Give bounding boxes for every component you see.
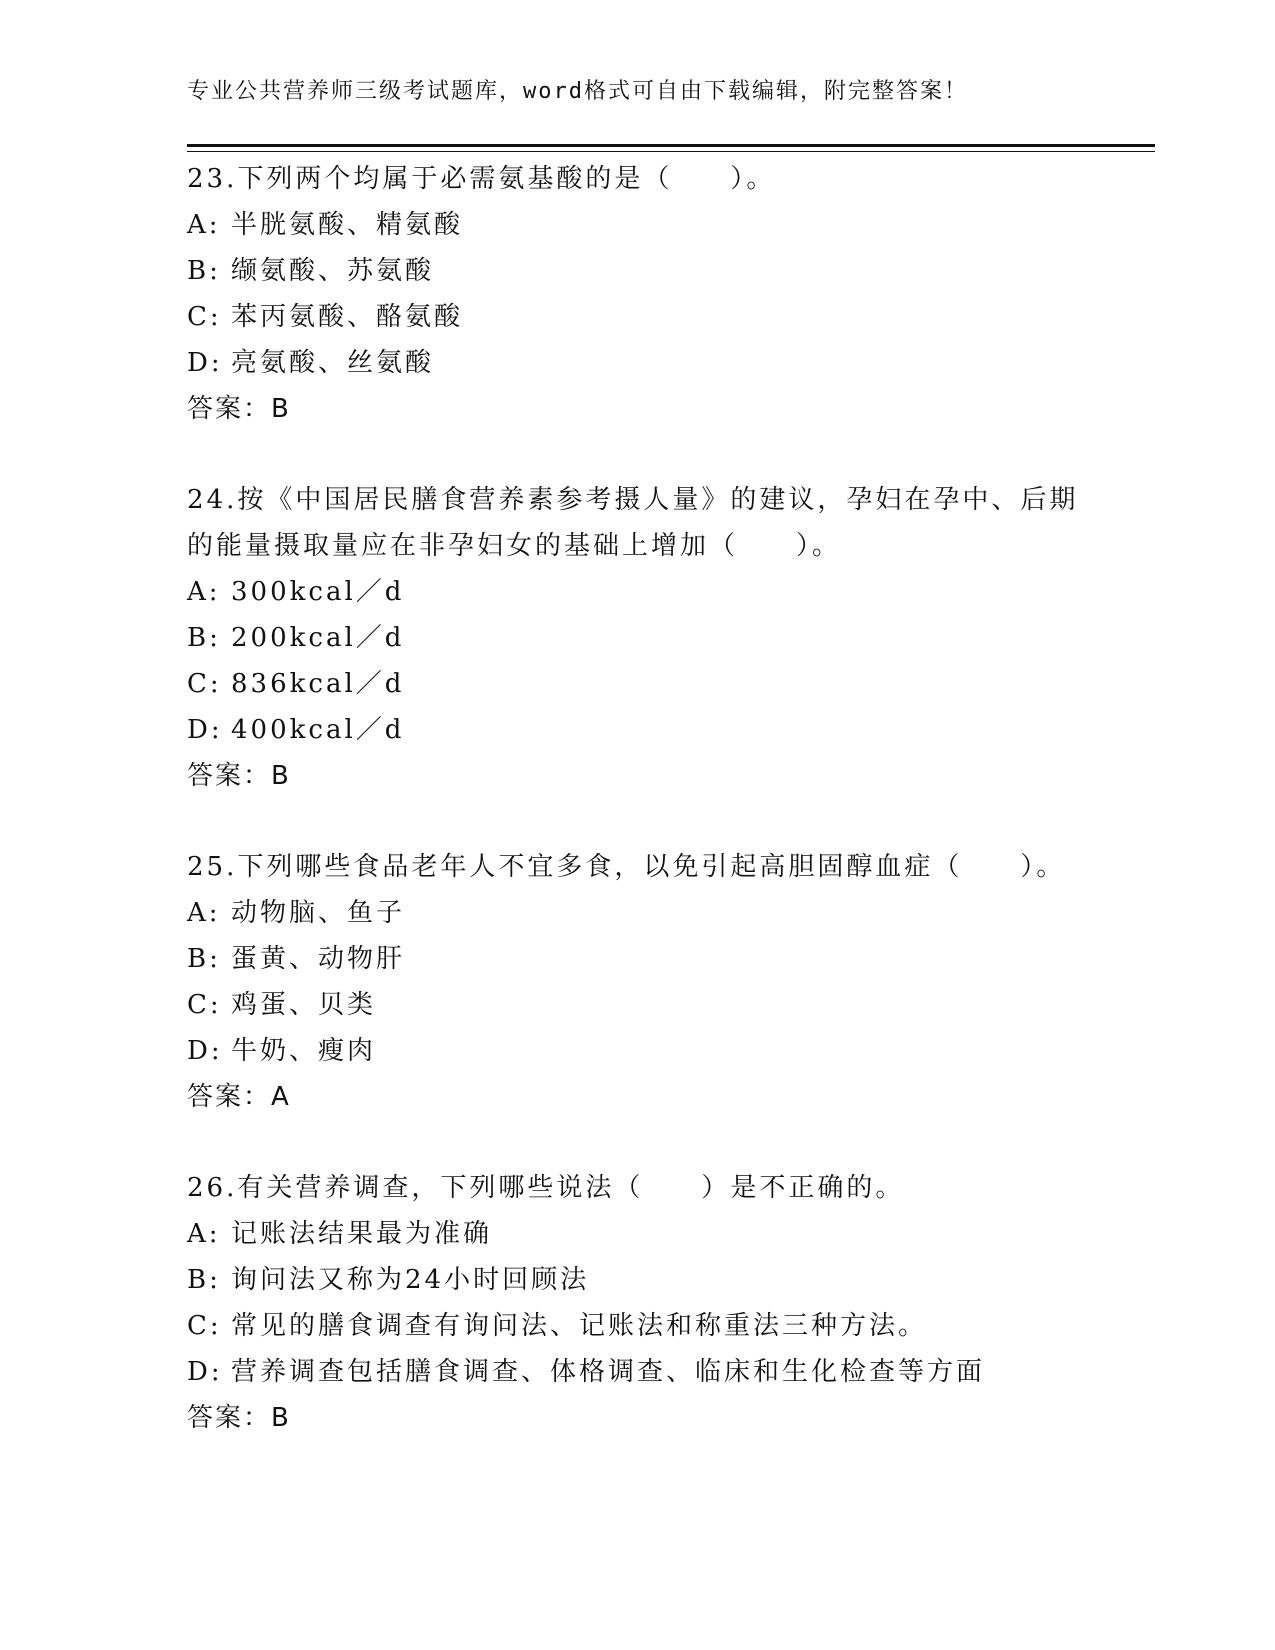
answer-line: 答案：B (187, 394, 291, 424)
option-text: 半胱氨酸、精氨酸 (231, 210, 464, 240)
option-c (187, 294, 1087, 340)
answer-line: 答案：B (187, 761, 291, 791)
option-key: D: (187, 715, 223, 745)
option-key: A: (187, 210, 221, 240)
question-24 (187, 477, 1087, 799)
option-key: A: (187, 898, 221, 928)
option-d (187, 707, 1087, 753)
option-text: 牛奶、瘦肉 (231, 1036, 377, 1066)
option-text: 蛋黄、动物肝 (231, 944, 406, 974)
option-key: B: (187, 623, 221, 653)
option-a (187, 890, 1087, 936)
option-c (187, 982, 1087, 1028)
option-text: 300kcal／d (231, 577, 405, 607)
option-key: C: (187, 302, 222, 332)
option-b (187, 615, 1087, 661)
option-text: 营养调查包括膳食调查、体格调查、临床和生化检查等方面 (231, 1357, 986, 1387)
option-text: 200kcal／d (231, 623, 405, 653)
option-key: A: (187, 577, 221, 607)
option-text: 400kcal／d (231, 715, 405, 745)
option-text: 动物脑、鱼子 (231, 898, 406, 928)
option-text: 询问法又称为24小时回顾法 (231, 1265, 590, 1295)
option-text: 苯丙氨酸、酪氨酸 (231, 302, 464, 332)
option-key: C: (187, 669, 222, 699)
option-text: 鸡蛋、贝类 (231, 990, 377, 1020)
option-key: C: (187, 990, 222, 1020)
option-key: B: (187, 1265, 221, 1295)
question-stem: 26.有关营养调查，下列哪些说法（ ）是不正确的。 (187, 1173, 905, 1203)
option-key: D: (187, 1357, 223, 1387)
option-d (187, 1349, 1087, 1395)
option-text: 836kcal／d (231, 669, 405, 699)
question-list (187, 156, 1087, 1441)
question-23 (187, 156, 1087, 432)
option-key: D: (187, 1036, 223, 1066)
option-key: B: (187, 256, 221, 286)
option-text: 常见的膳食调查有询问法、记账法和称重法三种方法。 (231, 1311, 928, 1341)
option-text: 缬氨酸、苏氨酸 (231, 256, 435, 286)
option-key: C: (187, 1311, 222, 1341)
question-25 (187, 844, 1087, 1120)
option-text: 亮氨酸、丝氨酸 (231, 348, 435, 378)
option-text: 记账法结果最为准确 (231, 1219, 493, 1249)
option-b (187, 936, 1087, 982)
option-key: D: (187, 348, 223, 378)
header-divider-thin (187, 151, 1155, 152)
option-d (187, 340, 1087, 386)
answer-line: 答案：A (187, 1082, 291, 1112)
option-a (187, 1211, 1087, 1257)
option-a (187, 202, 1087, 248)
answer-line: 答案：B (187, 1403, 291, 1433)
option-c (187, 1303, 1087, 1349)
page-header: 专业公共营养师三级考试题库，word格式可自由下载编辑，附完整答案！ (187, 79, 968, 104)
option-c (187, 661, 1087, 707)
option-a (187, 569, 1087, 615)
option-b (187, 1257, 1087, 1303)
header-divider-thick (187, 144, 1155, 147)
question-stem: 24.按《中国居民膳食营养素参考摄人量》的建议，孕妇在孕中、后期的能量摄取量应在非孕妇女的基础上增加（ ）。 (187, 485, 1079, 561)
question-stem: 23.下列两个均属于必需氨基酸的是（ ）。 (187, 164, 776, 194)
option-key: B: (187, 944, 221, 974)
option-d (187, 1028, 1087, 1074)
option-key: A: (187, 1219, 221, 1249)
question-stem: 25.下列哪些食品老年人不宜多食，以免引起高胆固醇血症（ ）。 (187, 852, 1066, 882)
option-b (187, 248, 1087, 294)
question-26 (187, 1165, 1087, 1441)
